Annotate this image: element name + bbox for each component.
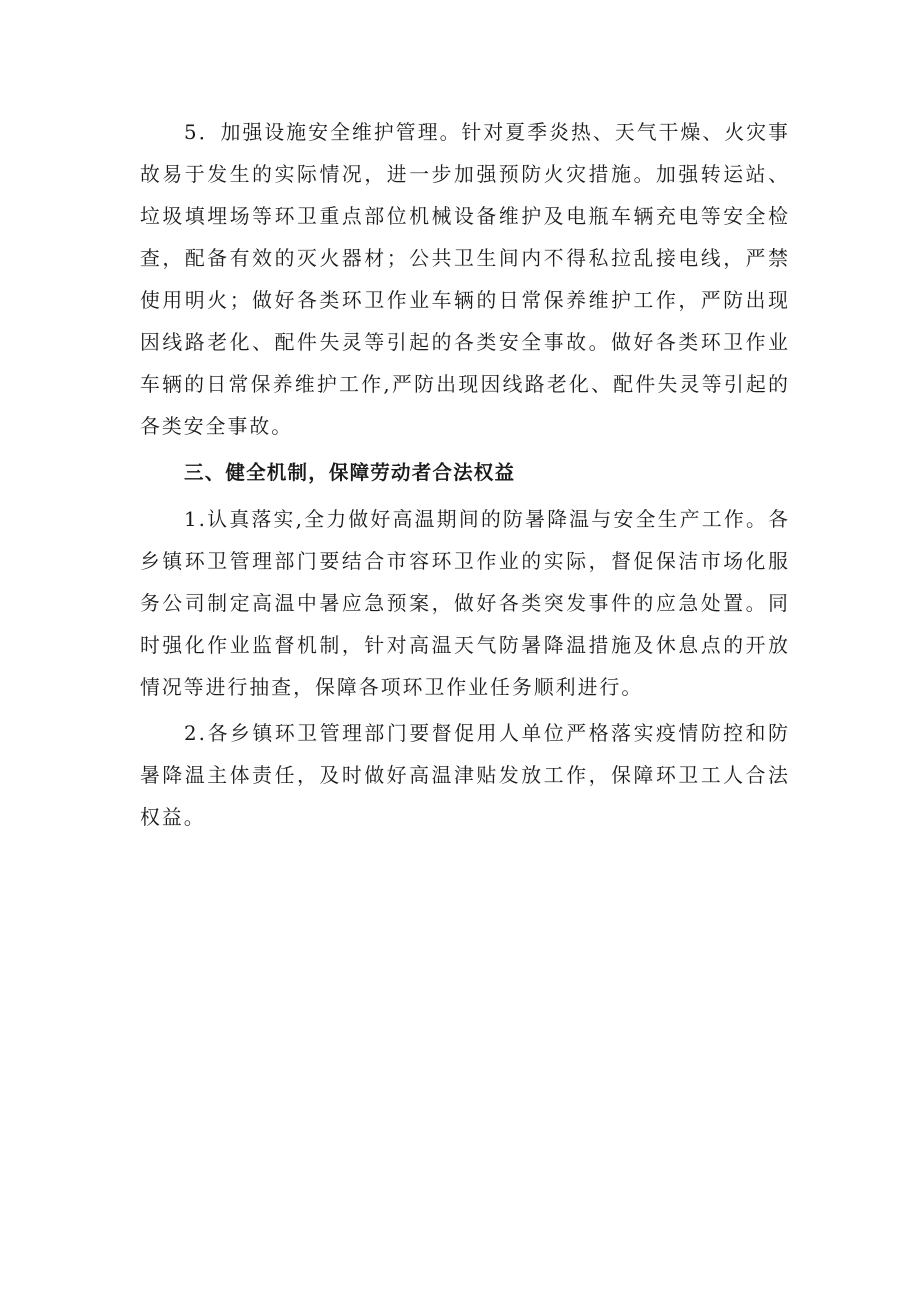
paragraph-heat-prevention: 1.认真落实,全力做好高温期间的防暑降温与安全生产工作。各乡镇环卫管理部门要结合市容环卫作业的实际，督促保洁市场化服务公司制定高温中暑应急预案，做好各类突发事件的应急处置。同时强化作业监督机制，针对高温天气防暑降温措施及休息点的开放情况等进行抽查，保障各项环卫作业任务顺利进行。 (140, 508, 790, 699)
paragraph-facility-safety: 5．加强设施安全维护管理。针对夏季炎热、天气干燥、火灾事故易于发生的实际情况，进一步加强预防火灾措施。加强转运站、垃圾填埋场等环卫重点部位机械设备维护及电瓶车辆充电等安全检查，配备有效的灭火器材；公共卫生间内不得私拉乱接电线，严禁使用明火；做好各类环卫作业车辆的日常保养维护工作，严防出现因线路老化、配件失灵等引起的各类安全事故。做好各类环卫作业车辆的日常保养维护工作,严防出现因线路老化、配件失灵等引起的各类安全事故。 (140, 121, 790, 438)
section-heading: 三、健全机制，保障劳动者合法权益 (184, 461, 516, 484)
paragraph-worker-rights: 2.各乡镇环卫管理部门要督促用人单位严格落实疫情防控和防暑降温主体责任，及时做好高温津贴发放工作，保障环卫工人合法权益。 (140, 722, 790, 829)
document-body (140, 112, 790, 843)
